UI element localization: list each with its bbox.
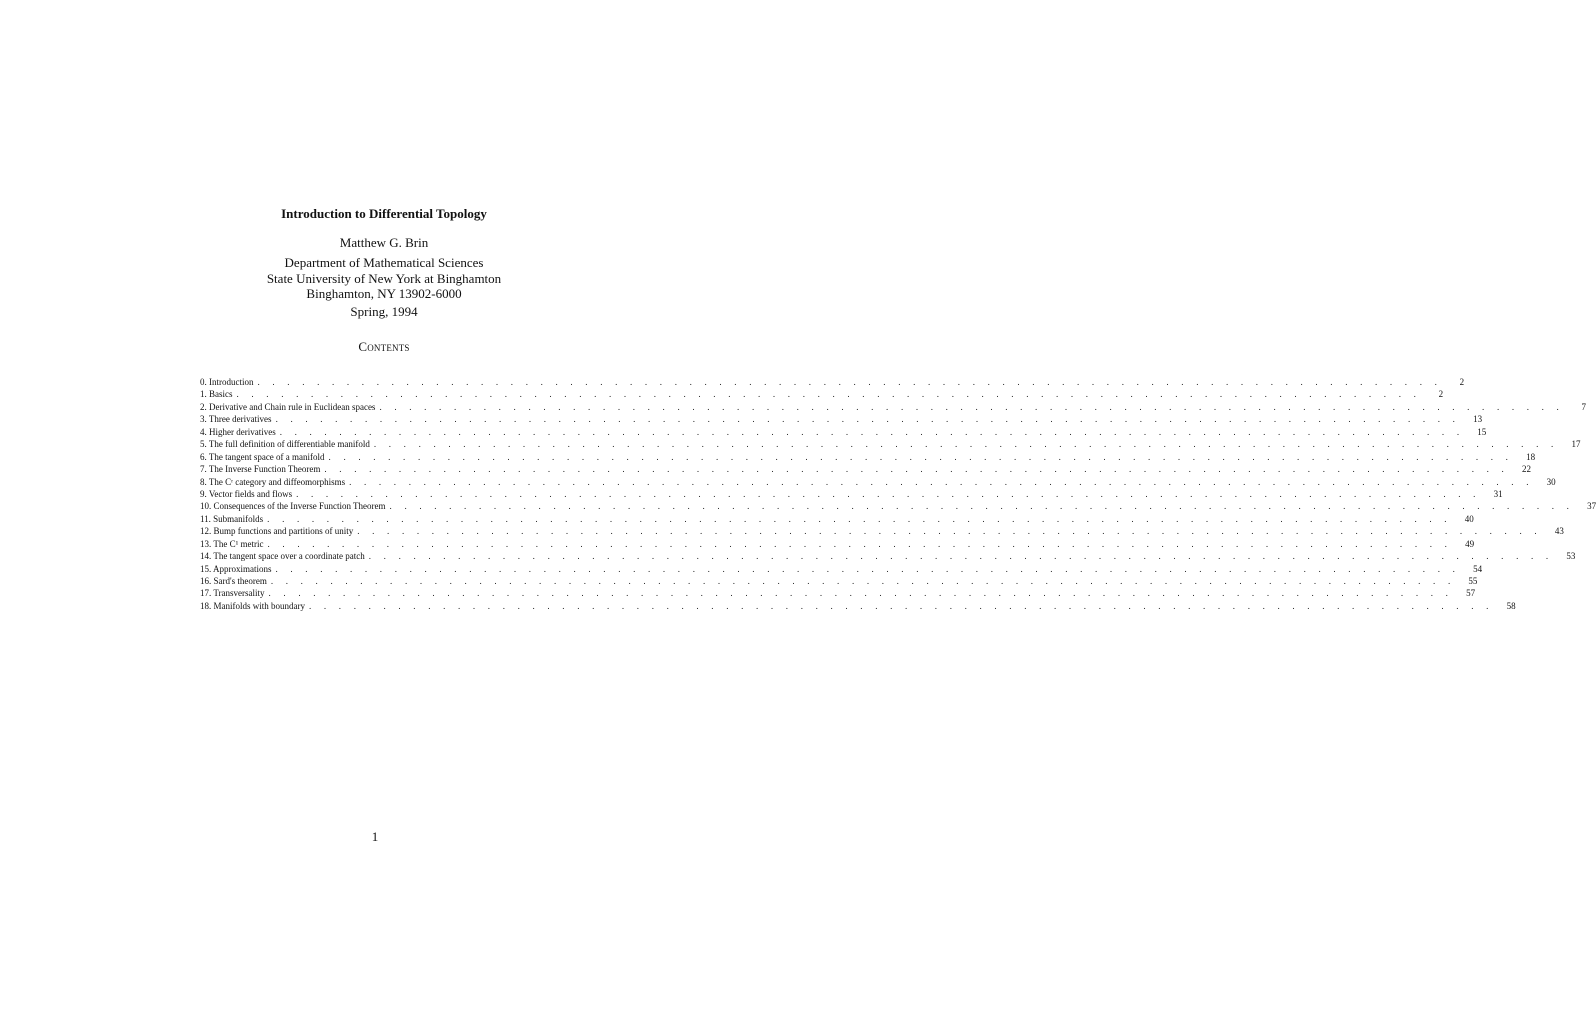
toc-dot-leader: . . . . . . . . . . . . . . . . . . . . . . . . . . . . . . . . . . . . . . . . . . . . . . . . . . . . . . . . . . . . . . . . . . . . . . . . . . . . . . . . xyxy=(268,588,1454,599)
toc-entry xyxy=(200,500,1596,512)
toc-entry-page: 15 xyxy=(1477,426,1487,437)
toc-entry xyxy=(200,513,1474,525)
toc-entry-page: 31 xyxy=(1493,488,1503,499)
toc-entry-page: 2 xyxy=(1438,389,1444,400)
toc-entry xyxy=(200,550,1576,562)
toc-entry-title: 6. The tangent space of a manifold xyxy=(200,451,325,462)
toc-entry-page: 53 xyxy=(1566,551,1576,562)
toc-entry xyxy=(200,376,1465,388)
toc-dot-leader: . . . . . . . . . . . . . . . . . . . . . . . . . . . . . . . . . . . . . . . . . . . . . . . . . . . . . . . . . . . . . . . . . . . . . . . . . . . . . . . . xyxy=(349,476,1534,487)
toc-entry xyxy=(200,463,1531,475)
toc-entry-title: 18. Manifolds with boundary xyxy=(200,600,305,611)
toc-entry-page: 7 xyxy=(1581,401,1587,412)
toc-dot-leader: . . . . . . . . . . . . . . . . . . . . . . . . . . . . . . . . . . . . . . . . . . . . . . . . . . . . . . . . . . . . . . . . . . . . . . . . . . . . . . . . xyxy=(279,426,1465,437)
toc-entry-title: 8. The Cʳ category and diffeomorphisms xyxy=(200,476,346,487)
toc-dot-leader: . . . . . . . . . . . . . . . . . . . . . . . . . . . . . . . . . . . . . . . . . . . . . . . . . . . . . . . . . . . . . . . . . . . . . . . . . . . . . . . . xyxy=(357,526,1542,537)
toc-dot-leader: . . . . . . . . . . . . . . . . . . . . . . . . . . . . . . . . . . . . . . . . . . . . . . . . . . . . . . . . . . . . . . . . . . . . . . . . . . . . . . . . xyxy=(324,464,1509,475)
toc-entry-page: 55 xyxy=(1468,576,1478,586)
toc-entry xyxy=(200,488,1503,500)
toc-entry xyxy=(200,413,1483,425)
affiliation-line-address: Binghamton, NY 13902-6000 xyxy=(306,286,462,301)
toc-entry-page: 2 xyxy=(1459,377,1465,387)
toc-entry-title: 7. The Inverse Function Theorem xyxy=(200,464,321,475)
toc-dot-leader: . . . . . . . . . . . . . . . . . . . . . . . . . . . . . . . . . . . . . . . . . . . . . . . . . . . . . . . . . . . . . . . . . . . . . . . . . . . . . . . . xyxy=(257,377,1443,387)
toc-entry-title: 15. Approximations xyxy=(200,563,272,574)
toc-dot-leader: . . . . . . . . . . . . . . . . . . . . . . . . . . . . . . . . . . . . . . . . . . . . . . . . . . . . . . . . . . . . . . . . . . . . . . . . . . . . . . . . xyxy=(309,600,1494,611)
toc-entry-title: 3. Three derivatives xyxy=(200,414,272,425)
toc-entry-title: 12. Bump functions and partitions of unity xyxy=(200,526,354,537)
table-of-contents xyxy=(200,376,1596,612)
toc-entry-title: 4. Higher derivatives xyxy=(200,426,276,437)
toc-entry xyxy=(200,600,1516,612)
toc-dot-leader: . . . . . . . . . . . . . . . . . . . . . . . . . . . . . . . . . . . . . . . . . . . . . . . . . . . . . . . . . . . . . . . . . . . . . . . . . . . . . . . . xyxy=(267,538,1453,549)
toc-entry-page: 22 xyxy=(1521,464,1531,475)
page-number: 1 xyxy=(371,829,379,844)
toc-entry xyxy=(200,476,1556,488)
toc-entry-title: 1. Basics xyxy=(200,389,233,400)
affiliation-line-department: Department of Mathematical Sciences xyxy=(284,255,484,270)
contents-heading: Contents xyxy=(358,339,410,354)
toc-entry xyxy=(200,587,1476,599)
toc-entry-page: 30 xyxy=(1546,476,1556,487)
toc-entry-page: 58 xyxy=(1506,600,1516,611)
toc-entry-page: 54 xyxy=(1473,563,1483,574)
toc-dot-leader: . . . . . . . . . . . . . . . . . . . . . . . . . . . . . . . . . . . . . . . . . . . . . . . . . . . . . . . . . . . . . . . . . . . . . . . . . . . . . . . . xyxy=(275,563,1461,574)
toc-dot-leader: . . . . . . . . . . . . . . . . . . . . . . . . . . . . . . . . . . . . . . . . . . . . . . . . . . . . . . . . . . . . . . . . . . . . . . . . . . . . . . . . xyxy=(379,401,1565,412)
toc-entry-page: 57 xyxy=(1466,588,1476,599)
toc-entry xyxy=(200,401,1587,413)
toc-dot-leader: . . . . . . . . . . . . . . . . . . . . . . . . . . . . . . . . . . . . . . . . . . . . . . . . . . . . . . . . . . . . . . . . . . . . . . . . . . . . . . . . xyxy=(389,501,1575,512)
affiliation-line-university: State University of New York at Binghamton xyxy=(266,270,502,286)
toc-entry-title: 9. Vector fields and flows xyxy=(200,488,293,499)
toc-dot-leader: . . . . . . . . . . . . . . . . . . . . . . . . . . . . . . . . . . . . . . . . . . . . . . . . . . . . . . . . . . . . . . . . . . . . . . . . . . . . . . . . xyxy=(373,439,1559,450)
toc-entry-title: 13. The C¹ metric xyxy=(200,538,264,549)
toc-entry-title: 5. The full definition of differentiable manifold xyxy=(200,439,370,450)
toc-entry-page: 37 xyxy=(1587,501,1596,512)
toc-entry-page: 49 xyxy=(1465,538,1475,549)
toc-dot-leader: . . . . . . . . . . . . . . . . . . . . . . . . . . . . . . . . . . . . . . . . . . . . . . . . . . . . . . . . . . . . . . . . . . . . . . . . . . . . . . . . xyxy=(328,451,1514,462)
toc-entry xyxy=(200,388,1444,400)
toc-entry-page: 13 xyxy=(1473,414,1483,425)
toc-dot-leader: . . . . . . . . . . . . . . . . . . . . . . . . . . . . . . . . . . . . . . . . . . . . . . . . . . . . . . . . . . . . . . . . . . . . . . . . . . . . . . . . xyxy=(275,414,1461,425)
toc-dot-leader: . . . . . . . . . . . . . . . . . . . . . . . . . . . . . . . . . . . . . . . . . . . . . . . . . . . . . . . . . . . . . . . . . . . . . . . . . . . . . . . . xyxy=(236,389,1422,400)
toc-entry xyxy=(200,426,1487,438)
toc-dot-leader: . . . . . . . . . . . . . . . . . . . . . . . . . . . . . . . . . . . . . . . . . . . . . . . . . . . . . . . . . . . . . . . . . . . . . . . . . . . . . . . . xyxy=(270,576,1456,586)
toc-entry xyxy=(200,525,1564,537)
toc-entry xyxy=(200,451,1536,463)
toc-entry-title: 17. Transversality xyxy=(200,588,265,599)
toc-entry-title: 2. Derivative and Chain rule in Euclidean spaces xyxy=(200,401,376,412)
toc-entry-page: 43 xyxy=(1554,526,1564,537)
toc-entry-page: 40 xyxy=(1464,513,1474,524)
toc-entry-title: 10. Consequences of the Inverse Function Theorem xyxy=(200,501,386,512)
toc-entry-title: 16. Sard's theorem xyxy=(200,576,267,586)
affiliation-block xyxy=(0,255,768,302)
toc-entry-title: 11. Submanifolds xyxy=(200,513,264,524)
toc-entry xyxy=(200,575,1478,587)
toc-entry-title: 0. Introduction xyxy=(200,377,254,387)
document-title: Introduction to Differential Topology xyxy=(281,206,487,221)
toc-dot-leader: . . . . . . . . . . . . . . . . . . . . . . . . . . . . . . . . . . . . . . . . . . . . . . . . . . . . . . . . . . . . . . . . . . . . . . . . . . . . . . . . xyxy=(296,488,1481,499)
toc-entry xyxy=(200,563,1483,575)
toc-dot-leader: . . . . . . . . . . . . . . . . . . . . . . . . . . . . . . . . . . . . . . . . . . . . . . . . . . . . . . . . . . . . . . . . . . . . . . . . . . . . . . . . xyxy=(368,551,1554,562)
document-date: Spring, 1994 xyxy=(350,304,418,319)
toc-entry-title: 14. The tangent space over a coordinate patch xyxy=(200,551,365,562)
toc-entry-page: 18 xyxy=(1526,451,1536,462)
toc-dot-leader: . . . . . . . . . . . . . . . . . . . . . . . . . . . . . . . . . . . . . . . . . . . . . . . . . . . . . . . . . . . . . . . . . . . . . . . . . . . . . . . . xyxy=(267,513,1452,524)
toc-entry xyxy=(200,438,1581,450)
toc-entry-page: 17 xyxy=(1571,439,1581,450)
author-name: Matthew G. Brin xyxy=(339,235,429,250)
toc-entry xyxy=(200,538,1475,550)
